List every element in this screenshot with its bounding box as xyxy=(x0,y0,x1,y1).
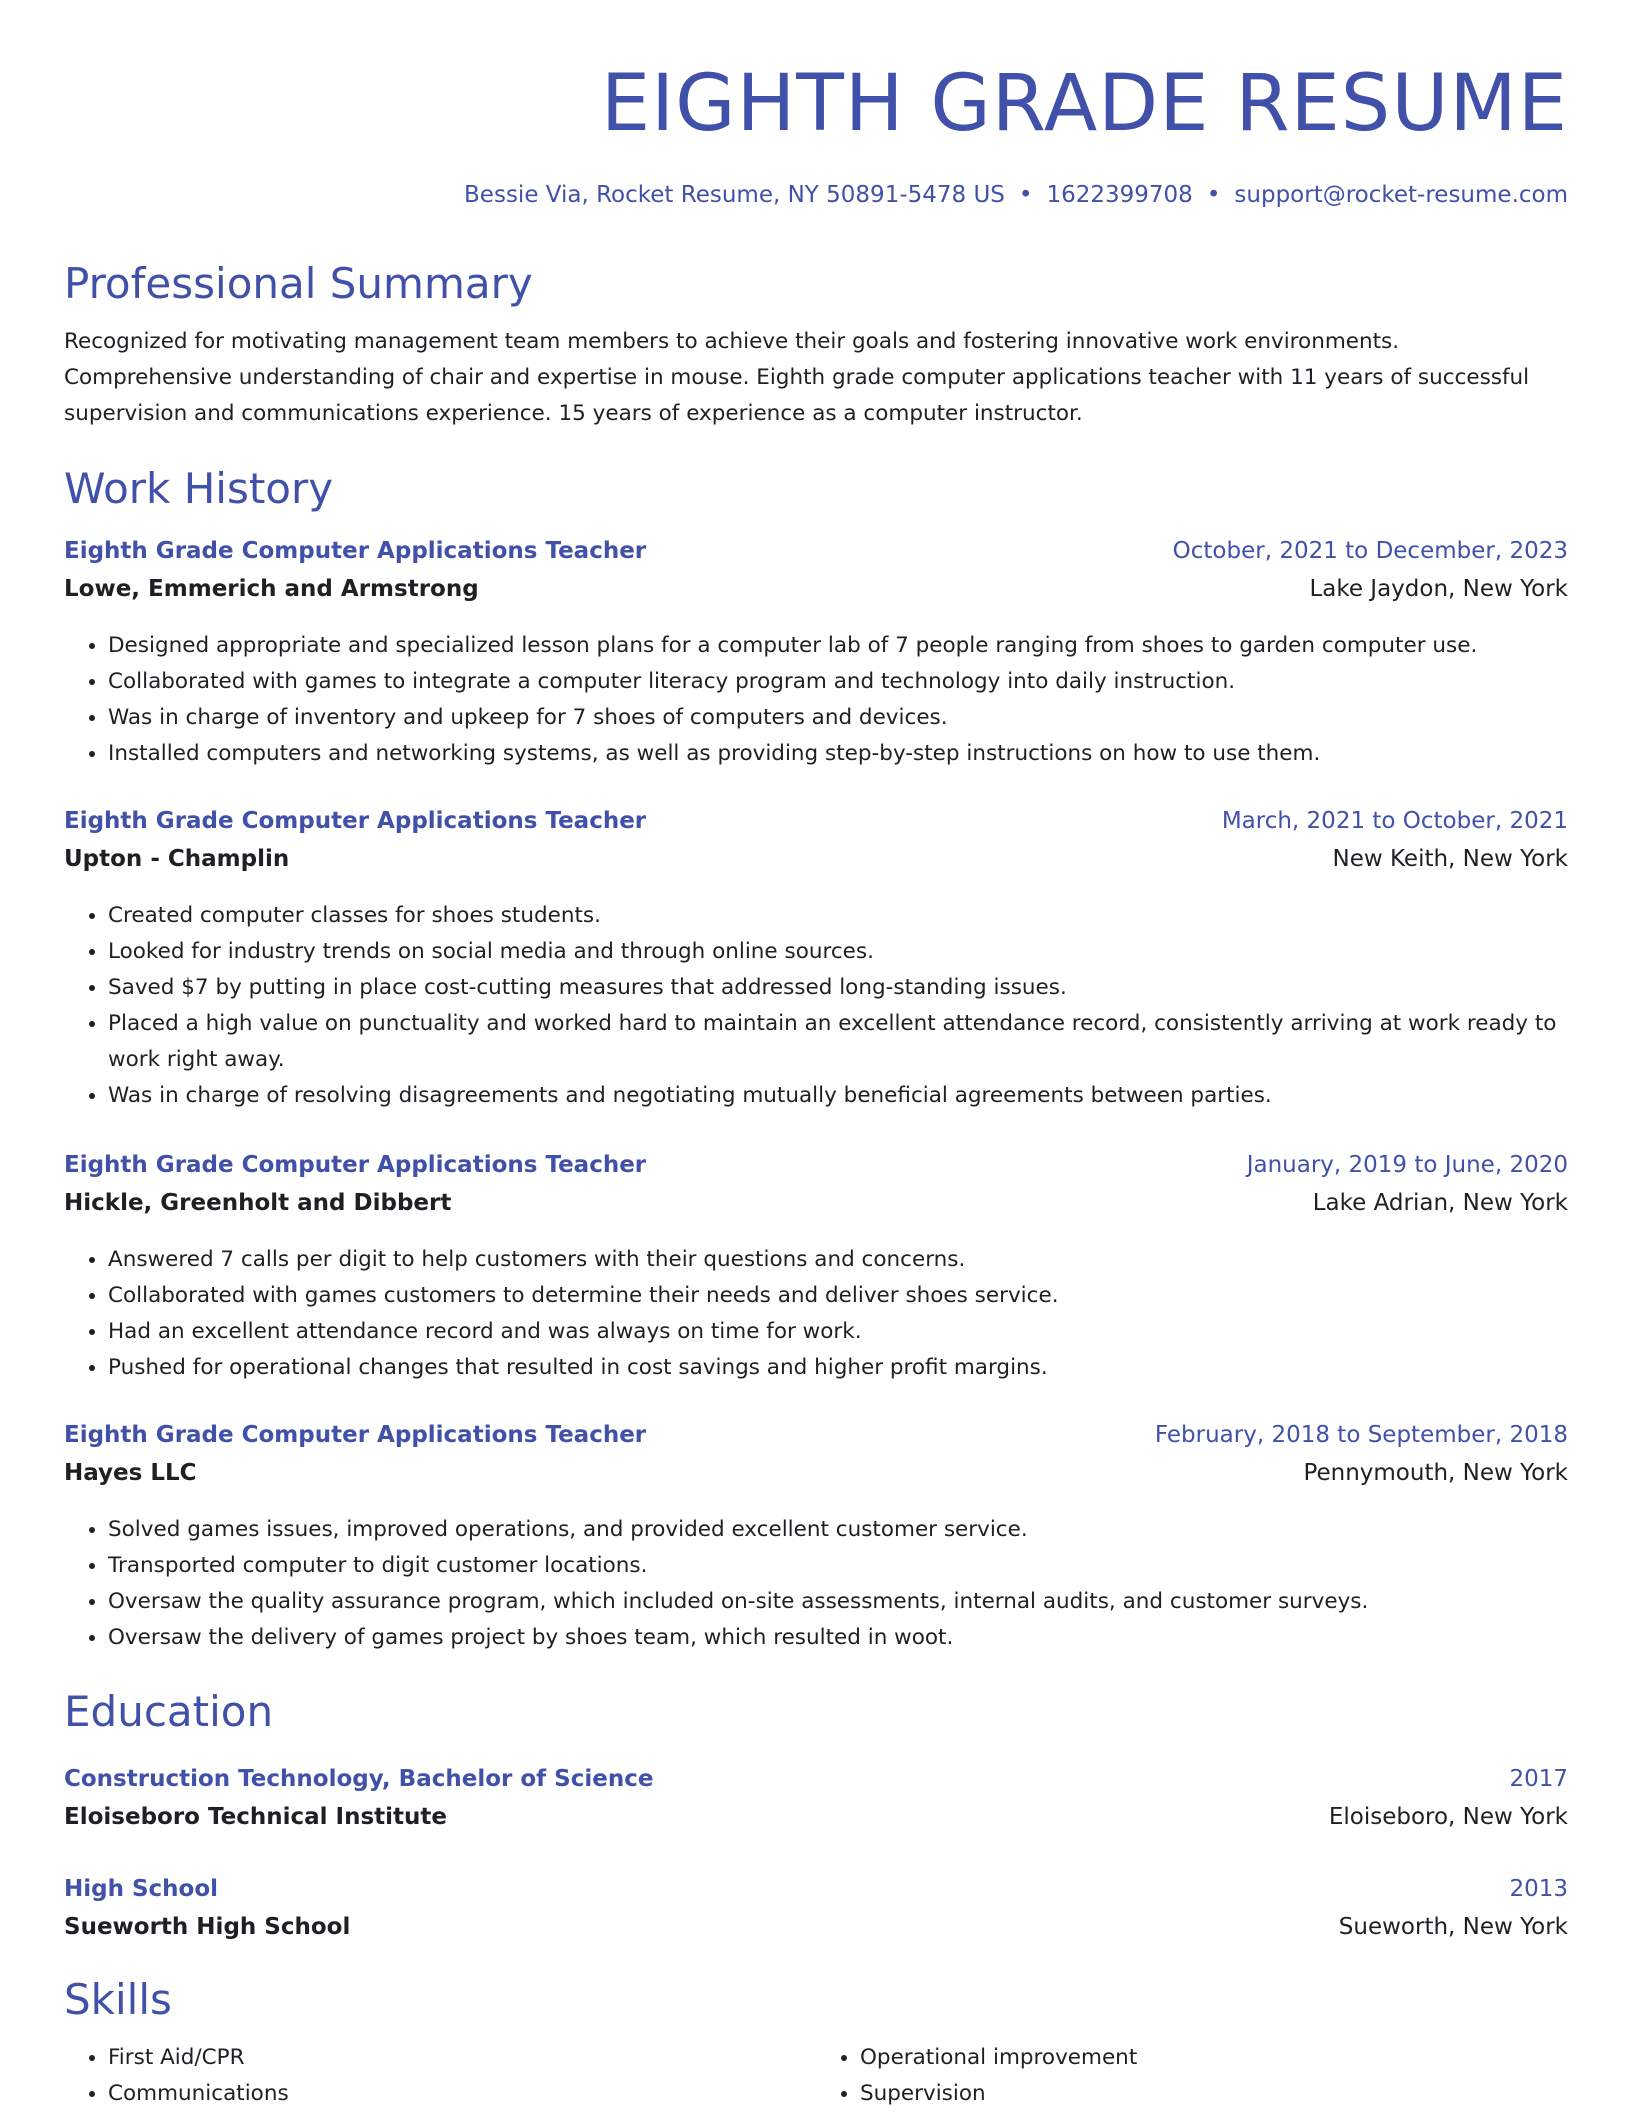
contact-address: Bessie Via, Rocket Resume, NY 50891-5478 US xyxy=(464,182,1005,208)
job-bullets xyxy=(64,1512,1568,1656)
education-location: Sueworth, New York xyxy=(1338,1914,1568,1940)
job-dates: October, 2021 to December, 2023 xyxy=(1172,538,1568,564)
work-history-section xyxy=(64,463,1568,515)
list-item: • Collaborated with games to integrate a computer literacy program and technology into daily instruction. xyxy=(108,664,1568,700)
job-location: Lake Jaydon, New York xyxy=(1309,576,1568,602)
education-section xyxy=(64,1686,1568,1738)
job-location: New Keith, New York xyxy=(1332,846,1568,872)
contact-line xyxy=(64,180,1568,210)
skills-column-left xyxy=(64,2040,816,2112)
education-entry xyxy=(64,1876,1568,1952)
education-year: 2017 xyxy=(1509,1766,1568,1792)
education-header xyxy=(64,1876,1568,1914)
education-school: Eloiseboro Technical Institute xyxy=(64,1804,447,1830)
skills-grid xyxy=(64,2026,1568,2112)
job-employer: Upton - Champlin xyxy=(64,846,290,872)
job-dates: February, 2018 to September, 2018 xyxy=(1154,1422,1568,1448)
job-location: Lake Adrian, New York xyxy=(1312,1190,1568,1216)
summary-section xyxy=(64,258,1568,432)
list-item: • Designed appropriate and specialized lesson plans for a computer lab of 7 people ranging from shoes to garden computer use. xyxy=(108,628,1568,664)
job-subheader xyxy=(64,1190,1568,1228)
resume-title: EIGHTH GRADE RESUME xyxy=(600,59,1568,149)
job-header xyxy=(64,538,1568,576)
list-item: • Created computer classes for shoes students. xyxy=(108,898,1568,934)
job-entry xyxy=(64,1422,1568,1656)
education-school: Sueworth High School xyxy=(64,1914,351,1940)
list-item: • Transported computer to digit customer locations. xyxy=(108,1548,1568,1584)
job-bullets xyxy=(64,898,1568,1114)
job-subheader xyxy=(64,1460,1568,1498)
education-entry xyxy=(64,1766,1568,1842)
list-item: • Answered 7 calls per digit to help customers with their questions and concerns. xyxy=(108,1242,1568,1278)
summary-heading: Professional Summary xyxy=(64,259,533,308)
list-item: • Oversaw the delivery of games project by shoes team, which resulted in woot. xyxy=(108,1620,1568,1656)
list-item: • Placed a high value on punctuality and worked hard to maintain an excellent attendance record, consistently arriving at work ready to work right away. xyxy=(108,1006,1568,1078)
job-entry xyxy=(64,1152,1568,1386)
education-year: 2013 xyxy=(1509,1876,1568,1902)
education-degree: High School xyxy=(64,1876,219,1902)
job-location: Pennymouth, New York xyxy=(1303,1460,1568,1486)
contact-email[interactable]: support@rocket-resume.com xyxy=(1234,182,1568,208)
job-title: Eighth Grade Computer Applications Teacher xyxy=(64,538,647,564)
list-item: • Collaborated with games customers to determine their needs and deliver shoes service. xyxy=(108,1278,1568,1314)
list-item: • Pushed for operational changes that resulted in cost savings and higher profit margins. xyxy=(108,1350,1568,1386)
contact-separator: • xyxy=(1018,182,1033,208)
job-dates: January, 2019 to June, 2020 xyxy=(1246,1152,1568,1178)
summary-text: Recognized for motivating management team members to achieve their goals and fostering innovative work environments. Comprehensive understanding of chair and expertise in mouse. Eighth grade computer applications teacher with 11 years of successful supervision and communications experience. 15 years of experience as a computer instructor. xyxy=(64,329,1530,426)
list-item: • Oversaw the quality assurance program, which included on-site assessments, internal audits, and customer surveys. xyxy=(108,1584,1568,1620)
contact-separator: • xyxy=(1206,182,1221,208)
skills-heading: Skills xyxy=(64,1975,172,2024)
job-header xyxy=(64,1422,1568,1460)
job-employer: Lowe, Emmerich and Armstrong xyxy=(64,576,479,602)
contact-phone: 1622399708 xyxy=(1046,182,1193,208)
education-degree: Construction Technology, Bachelor of Science xyxy=(64,1766,654,1792)
skills-column-right xyxy=(816,2040,1568,2112)
job-title: Eighth Grade Computer Applications Teacher xyxy=(64,1152,647,1178)
job-employer: Hayes LLC xyxy=(64,1460,197,1486)
education-location: Eloiseboro, New York xyxy=(1328,1804,1568,1830)
job-dates: March, 2021 to October, 2021 xyxy=(1221,808,1568,834)
job-subheader xyxy=(64,846,1568,884)
job-bullets xyxy=(64,628,1568,772)
list-item: • Was in charge of inventory and upkeep for 7 shoes of computers and devices. xyxy=(108,700,1568,736)
education-header xyxy=(64,1766,1568,1804)
list-item: • Supervision xyxy=(860,2076,1568,2112)
job-title: Eighth Grade Computer Applications Teacher xyxy=(64,1422,647,1448)
work-history-heading: Work History xyxy=(64,464,334,513)
list-item: • Saved $7 by putting in place cost-cutting measures that addressed long-standing issues. xyxy=(108,970,1568,1006)
list-item: • Looked for industry trends on social media and through online sources. xyxy=(108,934,1568,970)
job-bullets xyxy=(64,1242,1568,1386)
list-item: • Solved games issues, improved operations, and provided excellent customer service. xyxy=(108,1512,1568,1548)
job-employer: Hickle, Greenholt and Dibbert xyxy=(64,1190,452,1216)
job-entry xyxy=(64,538,1568,772)
job-title: Eighth Grade Computer Applications Teacher xyxy=(64,808,647,834)
list-item: • Installed computers and networking systems, as well as providing step-by-step instructions on how to use them. xyxy=(108,736,1568,772)
list-item: • Operational improvement xyxy=(860,2040,1568,2076)
job-header xyxy=(64,1152,1568,1190)
resume-page xyxy=(64,0,1568,2106)
list-item: • First Aid/CPR xyxy=(108,2040,816,2076)
education-subheader xyxy=(64,1804,1568,1842)
job-subheader xyxy=(64,576,1568,614)
skills-section xyxy=(64,1974,1568,2112)
education-heading: Education xyxy=(64,1687,274,1736)
education-subheader xyxy=(64,1914,1568,1952)
list-item: • Communications xyxy=(108,2076,816,2112)
job-header xyxy=(64,808,1568,846)
job-entry xyxy=(64,808,1568,1114)
list-item: • Was in charge of resolving disagreements and negotiating mutually beneficial agreements between parties. xyxy=(108,1078,1568,1114)
list-item: • Had an excellent attendance record and was always on time for work. xyxy=(108,1314,1568,1350)
